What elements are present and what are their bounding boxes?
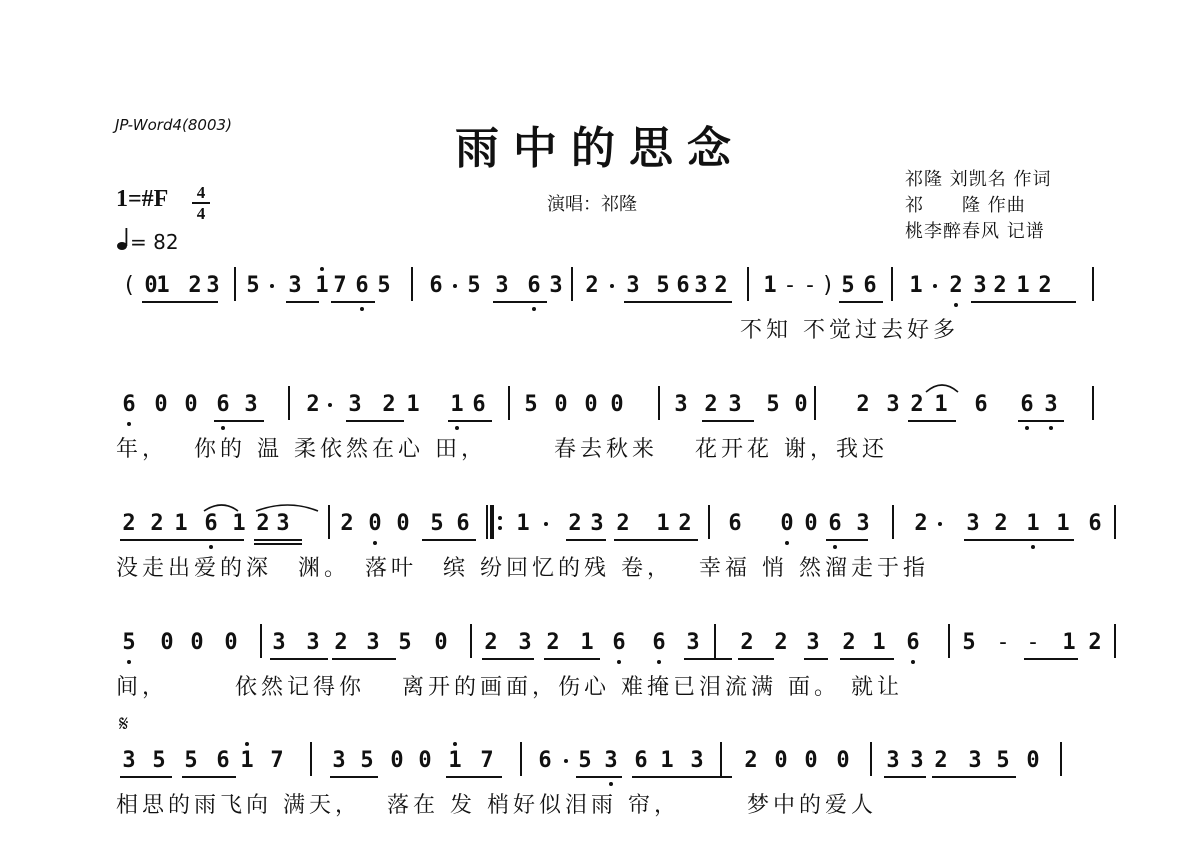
beam-underline: [446, 776, 502, 778]
note: 3: [626, 273, 640, 298]
note: 2: [382, 392, 396, 417]
beam-underline: [702, 420, 754, 422]
high-octave-dot: [320, 267, 324, 271]
note: 2: [910, 392, 924, 417]
note: 3: [348, 392, 362, 417]
barline: [747, 267, 749, 301]
beam-underline: [182, 776, 236, 778]
low-octave-dot: [127, 660, 131, 664]
note: 3: [288, 273, 302, 298]
beam-underline: [804, 658, 828, 660]
beam-underline: [214, 420, 264, 422]
note: 0: [836, 748, 850, 773]
staff-line-3: [0, 505, 1200, 595]
note: 1: [763, 273, 777, 298]
note: 2: [568, 511, 582, 536]
note: 1: [1062, 630, 1076, 655]
note: 1: [240, 748, 254, 773]
note: 2: [774, 630, 788, 655]
note: 6: [863, 273, 877, 298]
note: 3: [206, 273, 220, 298]
note: 6: [652, 630, 666, 655]
note: 3: [886, 748, 900, 773]
note: 1: [1026, 511, 1040, 536]
time-signature: [192, 184, 210, 222]
augmentation-dot: [933, 284, 937, 288]
high-octave-dot: [453, 742, 457, 746]
augmentation-dot: [610, 284, 614, 288]
note: 1: [448, 748, 462, 773]
beam-underline: [331, 301, 353, 303]
note: 5: [996, 748, 1010, 773]
composer-credit: 祁 隆 作曲: [905, 195, 1026, 216]
barline: [260, 624, 262, 658]
beam-underline: [346, 420, 404, 422]
low-octave-dot: [373, 541, 377, 545]
lyrics-line: 没走出爱的深 渊。 落叶 缤 纷回忆的残 卷， 幸福 悄 然溜走于指: [116, 556, 929, 581]
note: 3: [549, 273, 563, 298]
note: 2: [678, 511, 692, 536]
note: 0: [368, 511, 382, 536]
beam-underline: [448, 420, 492, 422]
note: 0: [154, 392, 168, 417]
lyrics-line: 年， 你的 温 柔依然在心 田， 春去秋来 花开花 谢，我还: [116, 437, 888, 462]
beam-underline: [422, 539, 476, 541]
note: 3: [694, 273, 708, 298]
note: 3: [244, 392, 258, 417]
transcriber-credit: 桃李醉春风 记谱: [905, 221, 1045, 242]
beam-underline: [566, 539, 606, 541]
barline: [520, 742, 522, 776]
beam-underline: [624, 301, 654, 303]
note: 0: [774, 748, 788, 773]
beam-underline: [1024, 658, 1078, 660]
beam-underline: [966, 776, 1016, 778]
note: 3: [306, 630, 320, 655]
barline: [310, 742, 312, 776]
note: 6: [1020, 392, 1034, 417]
tempo-marking: [116, 227, 179, 254]
note: 2: [744, 748, 758, 773]
beam-underline: [614, 539, 654, 541]
lyrics-line: 相思的雨飞向 满天， 落在 发 梢好似泪雨 帘， 梦中的爱人: [116, 793, 877, 818]
note: 2: [122, 511, 136, 536]
note: 1: [315, 273, 329, 298]
note: 0: [780, 511, 794, 536]
note: 2: [714, 273, 728, 298]
beam-underline: [286, 301, 319, 303]
beam-underline: [482, 658, 534, 660]
note: 6: [634, 748, 648, 773]
note: 2: [306, 392, 320, 417]
low-octave-dot: [360, 307, 364, 311]
note: 2: [546, 630, 560, 655]
beam-underline: [254, 543, 302, 545]
note: 5: [841, 273, 855, 298]
note: 6: [612, 630, 626, 655]
notation-symbol: (: [122, 273, 136, 298]
repeat-dot: [498, 526, 502, 530]
note: 0: [804, 748, 818, 773]
note: 3: [968, 748, 982, 773]
lyrics-line: 间， 依然记得你 离开的画面，伤心 难掩已泪流满 面。 就让: [116, 675, 903, 700]
note: 2: [842, 630, 856, 655]
note: 2: [856, 392, 870, 417]
note: 6: [1088, 511, 1102, 536]
note: 3: [590, 511, 604, 536]
beam-underline: [1012, 539, 1074, 541]
low-octave-dot: [455, 426, 459, 430]
staff-line-1: [0, 267, 1200, 357]
note: 3: [366, 630, 380, 655]
barline: [720, 742, 722, 776]
beam-underline: [839, 301, 883, 303]
notation-line: [0, 267, 1200, 307]
beam-underline: [270, 658, 328, 660]
beam-underline: [186, 301, 218, 303]
note: 1: [580, 630, 594, 655]
note: 5: [467, 273, 481, 298]
beam-underline: [908, 420, 956, 422]
low-octave-dot: [1031, 545, 1035, 549]
note: 5: [122, 630, 136, 655]
note: 2: [1088, 630, 1102, 655]
note: 1: [156, 273, 170, 298]
note: 2: [994, 511, 1008, 536]
note: 3: [966, 511, 980, 536]
beam-underline: [172, 539, 244, 541]
time-signature-bottom: 4: [196, 204, 206, 223]
note: 3: [728, 392, 742, 417]
note: 6: [472, 392, 486, 417]
barline: [1092, 267, 1094, 301]
note: 5: [766, 392, 780, 417]
note: 5: [962, 630, 976, 655]
low-octave-dot: [1025, 426, 1029, 430]
note: 6: [828, 511, 842, 536]
note: 6: [216, 392, 230, 417]
note: 5: [184, 748, 198, 773]
beam-underline: [1036, 301, 1076, 303]
note: 3: [604, 748, 618, 773]
low-octave-dot: [209, 545, 213, 549]
note: 3: [910, 748, 924, 773]
note: 2: [150, 511, 164, 536]
beam-underline: [692, 301, 732, 303]
beam-underline: [632, 776, 688, 778]
note: 0: [584, 392, 598, 417]
beam-underline: [330, 776, 378, 778]
note: 2: [993, 273, 1007, 298]
note: 0: [396, 511, 410, 536]
note: 2: [616, 511, 630, 536]
notation-symbol: ): [821, 273, 835, 298]
barline: [1114, 624, 1116, 658]
note: 0: [184, 392, 198, 417]
note: 1: [656, 511, 670, 536]
note: 2: [704, 392, 718, 417]
note: 6: [538, 748, 552, 773]
note: 7: [480, 748, 494, 773]
note: 6: [906, 630, 920, 655]
note: 1: [1056, 511, 1070, 536]
note: 0: [804, 511, 818, 536]
barline: [714, 624, 716, 658]
beam-underline: [654, 301, 692, 303]
barline: [1060, 742, 1062, 776]
notation-line: [0, 624, 1200, 664]
note: 1: [1016, 273, 1030, 298]
beam-underline: [332, 658, 396, 660]
note: 3: [886, 392, 900, 417]
barline: [870, 742, 872, 776]
note: 1: [934, 392, 948, 417]
note: 7: [333, 273, 347, 298]
note: 2: [188, 273, 202, 298]
beam-underline: [493, 301, 547, 303]
barline: [948, 624, 950, 658]
beam-underline: [971, 301, 1014, 303]
note: 5: [246, 273, 260, 298]
barline: [470, 624, 472, 658]
notation-line: [0, 505, 1200, 545]
beam-underline: [964, 539, 1012, 541]
note: 6: [204, 511, 218, 536]
beam-underline: [1018, 420, 1064, 422]
notation-symbol: -: [996, 630, 1010, 655]
note: 0: [190, 630, 204, 655]
beam-underline: [576, 776, 622, 778]
barline: [891, 267, 893, 301]
notation-symbol: -: [1026, 630, 1040, 655]
note: 5: [656, 273, 670, 298]
augmentation-dot: [564, 759, 568, 763]
note: 1: [909, 273, 923, 298]
note: 0: [144, 273, 158, 298]
note: 2: [934, 748, 948, 773]
note: 3: [332, 748, 346, 773]
note: 2: [949, 273, 963, 298]
note: 3: [674, 392, 688, 417]
notation-symbol: -: [783, 273, 797, 298]
note: 1: [174, 511, 188, 536]
note: 0: [390, 748, 404, 773]
note: 3: [272, 630, 286, 655]
staff-line-5: [0, 742, 1200, 832]
note: 0: [1026, 748, 1040, 773]
augmentation-dot: [270, 284, 274, 288]
tempo-value: = 82: [130, 230, 179, 254]
beam-underline: [826, 539, 868, 541]
note: 3: [1044, 392, 1058, 417]
note: 5: [398, 630, 412, 655]
note: 3: [495, 273, 509, 298]
note: 0: [434, 630, 448, 655]
note: 3: [973, 273, 987, 298]
low-octave-dot: [657, 660, 661, 664]
note: 6: [728, 511, 742, 536]
note: 5: [152, 748, 166, 773]
note: 0: [418, 748, 432, 773]
beam-underline: [120, 776, 172, 778]
note: 5: [524, 392, 538, 417]
high-octave-dot: [245, 742, 249, 746]
note: 2: [585, 273, 599, 298]
barline: [571, 267, 573, 301]
beam-underline: [884, 776, 926, 778]
staff-line-4: [0, 624, 1200, 714]
beam-underline: [544, 658, 600, 660]
note: 6: [527, 273, 541, 298]
note: 3: [122, 748, 136, 773]
note: 3: [806, 630, 820, 655]
note: 5: [578, 748, 592, 773]
segno-icon: 𝄋: [119, 712, 129, 737]
note: 3: [518, 630, 532, 655]
quarter-note-icon: [116, 227, 130, 253]
note: 1: [660, 748, 674, 773]
time-signature-top: 4: [196, 183, 206, 202]
note: 0: [224, 630, 238, 655]
note: 2: [334, 630, 348, 655]
note: 1: [516, 511, 530, 536]
low-octave-dot: [1049, 426, 1053, 430]
low-octave-dot: [127, 422, 131, 426]
beam-underline: [684, 658, 732, 660]
note: 2: [484, 630, 498, 655]
augmentation-dot: [453, 284, 457, 288]
note: 5: [360, 748, 374, 773]
note: 6: [676, 273, 690, 298]
note: 0: [554, 392, 568, 417]
note: 6: [355, 273, 369, 298]
note: 5: [430, 511, 444, 536]
song-title: 雨中的思念: [455, 123, 745, 174]
singer-credit: 演唱：祁隆: [547, 194, 637, 215]
beam-underline: [738, 658, 774, 660]
note: 5: [377, 273, 391, 298]
note: 3: [856, 511, 870, 536]
note: 0: [160, 630, 174, 655]
notation-line: [0, 742, 1200, 782]
low-octave-dot: [221, 426, 225, 430]
note: 7: [270, 748, 284, 773]
note: 6: [456, 511, 470, 536]
beam-underline: [353, 301, 375, 303]
note: 6: [429, 273, 443, 298]
beam-underline: [254, 539, 302, 541]
slur-arc: [0, 386, 1200, 406]
note: 2: [740, 630, 754, 655]
staff-line-2: [0, 386, 1200, 476]
note: 2: [914, 511, 928, 536]
key-signature: 1=#F: [116, 186, 169, 212]
lyrics-line: 不知 不觉过去好多: [116, 318, 959, 343]
note: 1: [406, 392, 420, 417]
note: 0: [794, 392, 808, 417]
note: 6: [216, 748, 230, 773]
low-octave-dot: [785, 541, 789, 545]
notation-symbol: -: [803, 273, 817, 298]
low-octave-dot: [532, 307, 536, 311]
note: 1: [232, 511, 246, 536]
note: 3: [686, 630, 700, 655]
software-label: JP-Word4(8003): [115, 116, 232, 134]
note: 2: [340, 511, 354, 536]
note: 0: [610, 392, 624, 417]
low-octave-dot: [833, 545, 837, 549]
beam-underline: [654, 539, 698, 541]
lyricist-credit: 祁隆 刘凯名 作词: [905, 169, 1052, 190]
note: 1: [450, 392, 464, 417]
low-octave-dot: [617, 660, 621, 664]
beam-underline: [840, 658, 894, 660]
barline: [411, 267, 413, 301]
note: 6: [974, 392, 988, 417]
barline: [234, 267, 236, 301]
note: 1: [872, 630, 886, 655]
slur-arc: [0, 505, 1200, 525]
note: 3: [276, 511, 290, 536]
beam-underline: [688, 776, 732, 778]
low-octave-dot: [954, 303, 958, 307]
note: 2: [256, 511, 270, 536]
note: 6: [122, 392, 136, 417]
notation-line: [0, 386, 1200, 426]
note: 3: [690, 748, 704, 773]
low-octave-dot: [911, 660, 915, 664]
low-octave-dot: [609, 782, 613, 786]
note: 2: [1038, 273, 1052, 298]
